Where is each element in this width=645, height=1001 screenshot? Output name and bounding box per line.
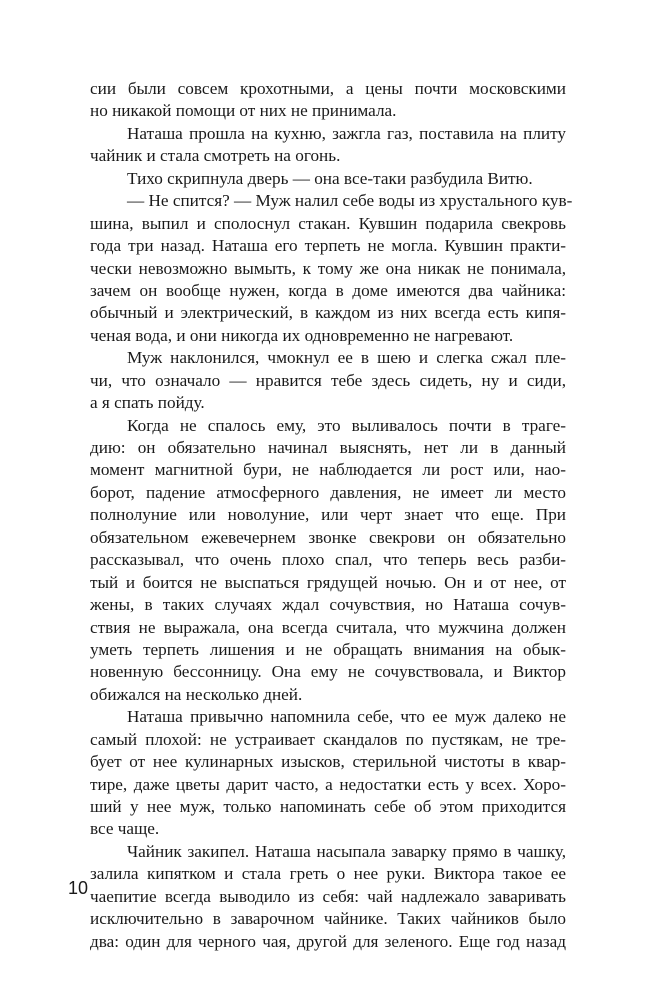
text-line: полнолуние или новолуние, или черт знает что еще. При (90, 505, 566, 525)
text-line: года три назад. Наташа его терпеть не могла. Кувшин практи- (90, 236, 566, 256)
text-line: бует от нее кулинарных изысков, стерильной чистоты в квар- (90, 752, 566, 772)
page-number: 10 (68, 878, 89, 898)
text-line: ствия не выражала, она всегда считала, что мужчина должен (90, 617, 566, 637)
text-line: Тихо скрипнула дверь — она все-таки разбудила Витю. (127, 168, 533, 188)
text-line: обязательном ежевечернем звонке свекрови он обязательно (90, 527, 566, 547)
text-line: все чаще. (90, 819, 160, 839)
text-line: залила кипятком и стала греть о нее руки. Виктора такое ее (90, 864, 566, 884)
text-line: момент магнитной бури, не наблюдается ли рост или, нао- (90, 460, 566, 480)
text-line: жены, в таких случаях ждал сочувствия, но Наташа сочув- (90, 595, 566, 615)
text-line: два: один для черного чая, другой для зеленого. Еще год назад (90, 931, 566, 951)
text-line: борот, падение атмосферного давления, не имеет ли место (90, 482, 566, 502)
text-line: сии были совсем крохотными, а цены почти московскими (90, 79, 566, 98)
text-line: дию: он обязательно начинал выяснять, нет ли в данный (90, 438, 566, 457)
text-line: новенную бессонницу. Она ему не сочувствовала, и Виктор (90, 662, 566, 682)
text-line: шина, выпил и сполоснул стакан. Кувшин подарила свекровь (90, 213, 566, 233)
text-line: обижался на несколько дней. (90, 684, 303, 704)
text-line: Чайник закипел. Наташа насыпала заварку прямо в чашку, (127, 841, 566, 861)
text-line: чески невозможно вымыть, к тому же она никак не понимала, (90, 258, 566, 278)
text-line: Муж наклонился, чмокнул ее в шею и слегка сжал пле- (127, 348, 566, 368)
text-line: уметь терпеть лишения и не обращать внимания на обык- (90, 639, 566, 659)
text-line: чи, что означало — нравится тебе здесь сидеть, ну и сиди, (90, 370, 566, 390)
text-line: зачем он вообще нужен, когда в доме имеются два чайника: (90, 280, 566, 300)
text-line: ший у нее муж, только напоминать себе об этом приходится (90, 797, 566, 816)
text-line: тире, даже цветы дарит часто, а недостатки есть у всех. Хоро- (90, 774, 566, 794)
text-line: исключительно в заварочном чайнике. Таких чайников было (90, 909, 566, 929)
text-line: а я спать пойду. (90, 393, 205, 413)
text-line: чаепитие всегда выводило из себя: чай надлежало заваривать (90, 886, 566, 906)
text-line: Когда не спалось ему, это выливалось почти в траге- (127, 415, 566, 435)
text-line: — Не спится? — Муж налил себе воды из хрустального кув- (127, 191, 573, 211)
text-line: ченая вода, и они никогда их одновременно не нагревают. (90, 325, 514, 345)
text-line: чайник и стала смотреть на огонь. (90, 146, 341, 166)
text-line: но никакой помощи от них не принимала. (90, 101, 397, 121)
text-line: Наташа прошла на кухню, зажгла газ, поставила на плиту (127, 123, 566, 143)
text-line: рассказывал, что очень плохо спал, что теперь весь разби- (90, 550, 566, 570)
text-line: самый плохой: не устраивает скандалов по пустякам, не тре- (90, 729, 566, 749)
text-line: тый и боится не выспаться грядущей ночью. Он и от нее, от (90, 572, 566, 592)
text-line: Наташа привычно напомнила себе, что ее муж далеко не (127, 707, 566, 727)
text-line: обычный и электрический, в каждом из них всегда есть кипя- (90, 303, 566, 323)
body-text (90, 78, 573, 953)
